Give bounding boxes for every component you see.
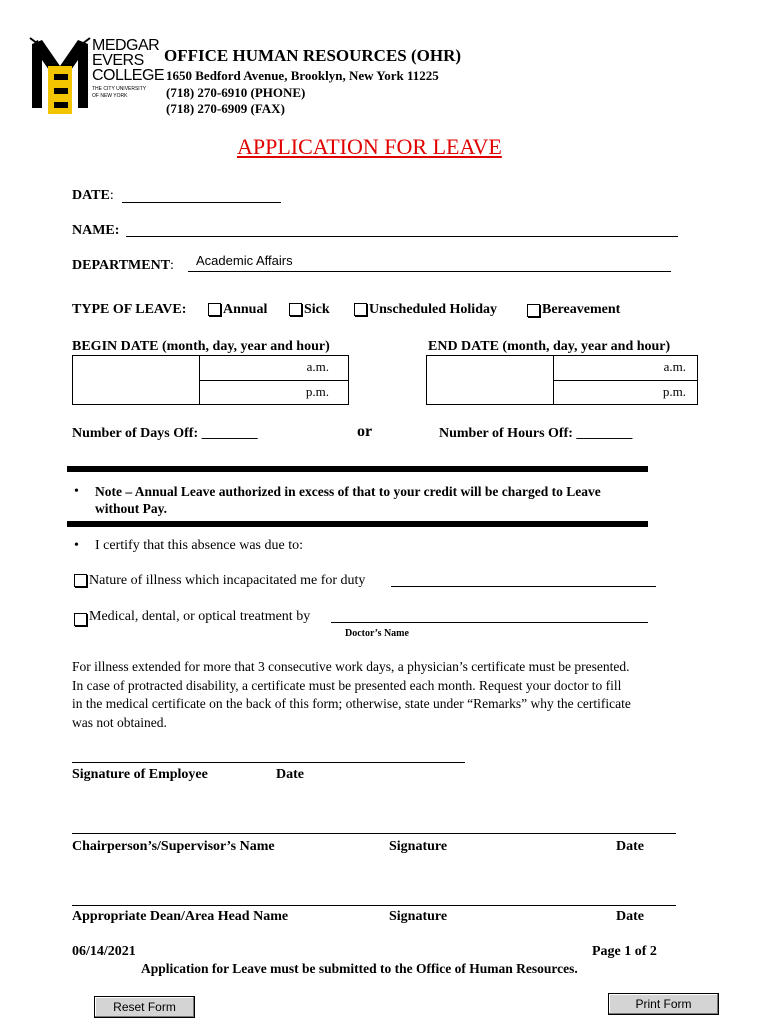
chair-signature-field[interactable] bbox=[72, 833, 676, 834]
logo-emblem-icon bbox=[28, 36, 92, 116]
chair-name-label: Chairperson’s/Supervisor’s Name bbox=[72, 839, 275, 854]
illness-field[interactable] bbox=[391, 586, 656, 587]
sick-label: Sick bbox=[304, 302, 330, 317]
employee-signature-label: Signature of Employee bbox=[72, 767, 208, 782]
dean-date-label: Date bbox=[616, 909, 644, 924]
certify-text: I certify that this absence was due to: bbox=[95, 538, 303, 553]
dean-name-label: Appropriate Dean/Area Head Name bbox=[72, 909, 289, 924]
days-off-label: Number of Days Off: ________ bbox=[72, 426, 258, 441]
annual-label: Annual bbox=[223, 302, 268, 317]
paragraph-line-4: was not obtained. bbox=[72, 714, 167, 730]
note-top-bar bbox=[67, 466, 648, 472]
or-label: or bbox=[357, 423, 373, 440]
unscheduled-holiday-label: Unscheduled Holiday bbox=[369, 302, 497, 317]
begin-date-table bbox=[72, 355, 349, 405]
office-phone: (718) 270-6910 (PHONE) bbox=[166, 85, 306, 100]
logo-text-medgar: MEDGAR bbox=[92, 37, 160, 54]
date-label: DATE: bbox=[72, 188, 114, 203]
office-fax: (718) 270-6909 (FAX) bbox=[166, 101, 285, 116]
begin-date-label: BEGIN DATE (month, day, year and hour) bbox=[72, 339, 330, 354]
submit-note: Application for Leave must be submitted to the Office of Human Resources. bbox=[141, 961, 578, 976]
dean-signature-field[interactable] bbox=[72, 905, 676, 906]
annual-checkbox[interactable] bbox=[208, 303, 221, 316]
end-pm-label: p.m. bbox=[662, 384, 686, 399]
college-logo bbox=[28, 36, 163, 116]
begin-am-label: a.m. bbox=[306, 359, 329, 374]
logo-text-college: COLLEGE bbox=[92, 67, 165, 84]
begin-date-field[interactable] bbox=[73, 356, 199, 404]
name-label: NAME: bbox=[72, 223, 120, 238]
unscheduled-holiday-checkbox[interactable] bbox=[354, 303, 367, 316]
bereavement-label: Bereavement bbox=[542, 302, 621, 317]
office-title: OFFICE HUMAN RESOURCES (OHR) bbox=[164, 46, 462, 65]
type-of-leave-label: TYPE OF LEAVE: bbox=[72, 302, 187, 317]
logo-text-nyc: OF NEW YORK bbox=[92, 93, 128, 99]
bereavement-checkbox[interactable] bbox=[527, 304, 540, 317]
medical-label: Medical, dental, or optical treatment by bbox=[89, 609, 311, 624]
doctor-name-label: Doctor’s Name bbox=[345, 628, 409, 639]
name-field[interactable] bbox=[126, 236, 678, 237]
medical-checkbox[interactable] bbox=[74, 613, 87, 626]
office-address: 1650 Bedford Avenue, Brooklyn, New York 11225 bbox=[166, 68, 439, 83]
employee-date-label: Date bbox=[276, 767, 304, 782]
chair-signature-label: Signature bbox=[389, 839, 448, 854]
doctor-name-field[interactable] bbox=[331, 622, 648, 623]
paragraph-line-2: In case of protracted disability, a certificate must be presented each month. Request your doctor to fill bbox=[72, 677, 622, 693]
illness-paragraph bbox=[72, 658, 631, 732]
note-line-1: Note – Annual Leave authorized in excess of that to your credit will be charged to Leave bbox=[95, 484, 601, 499]
illness-checkbox[interactable] bbox=[74, 574, 87, 587]
end-am-cell[interactable] bbox=[553, 356, 698, 381]
paragraph-line-3: in the medical certificate on the back of this form; otherwise, state under “Remarks” why the certificate bbox=[72, 696, 631, 711]
paragraph-line-1: For illness extended for more that 3 consecutive work days, a physician’s certificate must be presented. bbox=[72, 659, 630, 674]
certify-bullet: • bbox=[74, 538, 79, 553]
reset-form-button[interactable]: Reset Form bbox=[94, 996, 195, 1018]
note-bullet: • bbox=[74, 484, 79, 499]
department-field[interactable] bbox=[188, 271, 671, 272]
begin-am-cell[interactable] bbox=[199, 356, 349, 381]
end-pm-cell[interactable] bbox=[553, 380, 698, 404]
department-label: DEPARTMENT: bbox=[72, 258, 174, 273]
department-value[interactable]: Academic Affairs bbox=[196, 253, 293, 268]
end-date-label: END DATE (month, day, year and hour) bbox=[428, 339, 671, 354]
logo-text-evers: EVERS bbox=[92, 52, 144, 69]
end-am-label: a.m. bbox=[663, 359, 686, 374]
days-off-field[interactable]: : ________ bbox=[193, 426, 258, 441]
revision-date: 06/14/2021 bbox=[72, 944, 136, 959]
logo-text-cuny: THE CITY UNIVERSITY bbox=[92, 86, 147, 92]
form-title: APPLICATION FOR LEAVE bbox=[237, 134, 502, 159]
hours-off-field[interactable]: : ________ bbox=[568, 426, 633, 441]
chair-date-label: Date bbox=[616, 839, 644, 854]
note-bottom-bar bbox=[67, 521, 648, 527]
begin-pm-label: p.m. bbox=[305, 384, 329, 399]
end-date-field[interactable] bbox=[427, 356, 553, 404]
illness-label: Nature of illness which incapacitated me for duty bbox=[89, 573, 366, 588]
note-line-2: without Pay. bbox=[95, 501, 168, 516]
date-field[interactable] bbox=[122, 202, 281, 203]
begin-pm-cell[interactable] bbox=[199, 380, 349, 404]
employee-signature-field[interactable] bbox=[72, 762, 465, 763]
hours-off-label: Number of Hours Off: ________ bbox=[439, 426, 633, 441]
print-form-button[interactable]: Print Form bbox=[608, 993, 719, 1015]
page-number: Page 1 of 2 bbox=[592, 944, 657, 959]
end-date-table bbox=[426, 355, 698, 405]
sick-checkbox[interactable] bbox=[289, 303, 302, 316]
dean-signature-label: Signature bbox=[389, 909, 448, 924]
